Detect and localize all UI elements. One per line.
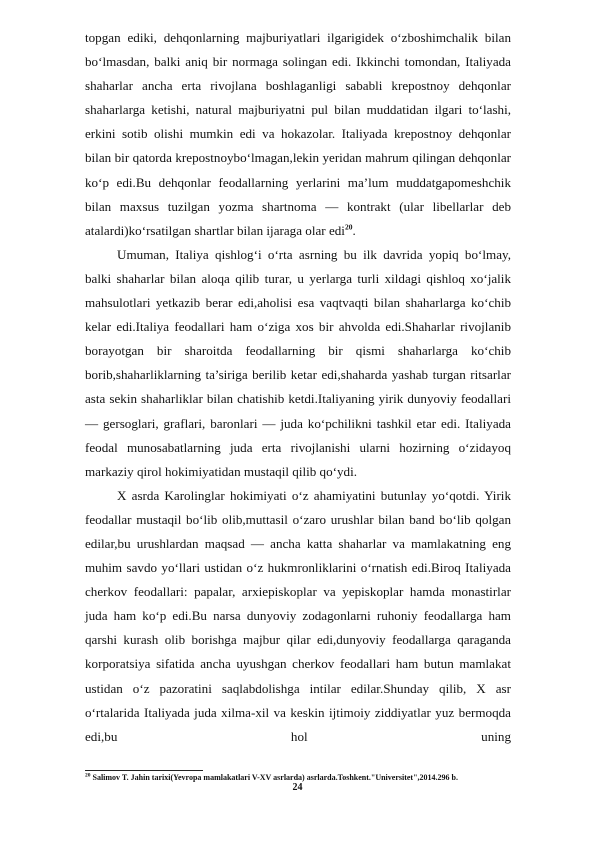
footnote-separator — [85, 770, 203, 771]
paragraph: X asrda Karolinglar hokimiyati o‘z ahamiyatini butunlay yo‘qotdi. Yirik feodallar mustaqil bo‘lib olib,muttasil o‘zaro urushlar bilan band bo‘lib qolgan edilar,bu urushlardan maqsad — ancha katta shaharlar va mamlakatning eng muhim savdo yo‘llari ustidan o‘z hukmronliklarini o‘rnatish edi.Biroq Italiyada cherkov feodallari: papalar, arxiepiskoplar va yepiskoplar hamda monastirlar juda ham ko‘p edi.Bu narsa dunyoviy zodagonlarni ruhoniy feodallarga ham qarshi kurash olib borishga majbur qilar edi,dunyoviy feodallarga qaraganda korporatsiya sifatida ancha uyushgan cherkov feodallari ham butun mamlakat ustidan o‘z pazoratini saqlabdolishga intilar edilar.Shunday qilib, X asr o‘rtalarida Italiyada juda xilma-xil va keskin ijtimoiy ziddiyatlar yuz bermoqda edi,bu hol uning — [85, 487, 511, 744]
paragraph-text: topgan ediki, dehqonlarning majburiyatlari ilgarigidek o‘zboshimchalik bilan bo‘lmasdan, balki aniq bir normaga solingan edi. Ikkinchi tomondan, Italiyada shaharlar ancha erta rivojlana boshlaganligi sababli krepostnoy dehqonlar shaharlarga ketishi, natural majburiyatni pul bilan muddatidan ilgari to‘lashi, erkini sotib olishi mumkin edi va hokazolar. Italiyada krepostnoy dehqonlar bilan bir qatorda krepostnoybo‘lmagan,lekin yeridan mahrum qilingan dehqonlar ko‘p edi.Bu dehqonlar feodallarning yerlarini ma’lum muddatgapomeshchik bilan maxsus tuzilgan yozma shartnoma — kontrakt (ular libellarlar deb atalardi)ko‘rsatilgan shartlar bilan ijaraga olar edi — [85, 30, 511, 238]
paragraph: Umuman, Italiya qishlog‘i o‘rta asrning bu ilk davrida yopiq bo‘lmay, balki shaharlar bilan aloqa qilib turar, u yerlarga turli xildagi qishloq xo‘jalik mahsulotlari yetkazib berar edi,aholisi esa vaqtvaqti bilan shaharlarga ko‘chib kelar edi.Italiya feodallari ham o‘ziga xos bir ahvolda edi.Shaharlar rivojlanib borayotgan bir sharoitda feodallarning bir qismi shaharlarga ko‘chib borib,shaharliklarning ta’siriga berilib ketar edi,shaharda yashab turgan ritsarlar asta sekin shaharliklar bilan chatishib ketdi.Italiyaning yirik dunyoviy feodallari — gersoglari, graflari, baronlari — juda ko‘pchilikni tashkil etar edi. Italiyada feodal munosabatlarning juda erta rivojlanishi ularni hozirning o‘zidayoq markaziy qirol hokimiyatidan mustaqil qilib qo‘ydi. — [85, 246, 511, 479]
footnote-number: 20 — [85, 772, 91, 779]
footnote-text: Salimov T. Jahin tarixi(Yevropa mamlakatlari V-XV asrlarda) asrlarda.Toshkent."Universitet",2014.296 b. — [90, 773, 458, 782]
body-text — [85, 26, 511, 749]
page-number: 24 — [292, 782, 303, 793]
paragraph-end: . — [352, 222, 356, 238]
footnote-reference[interactable]: 20 — [344, 222, 353, 232]
paragraph — [85, 26, 511, 243]
